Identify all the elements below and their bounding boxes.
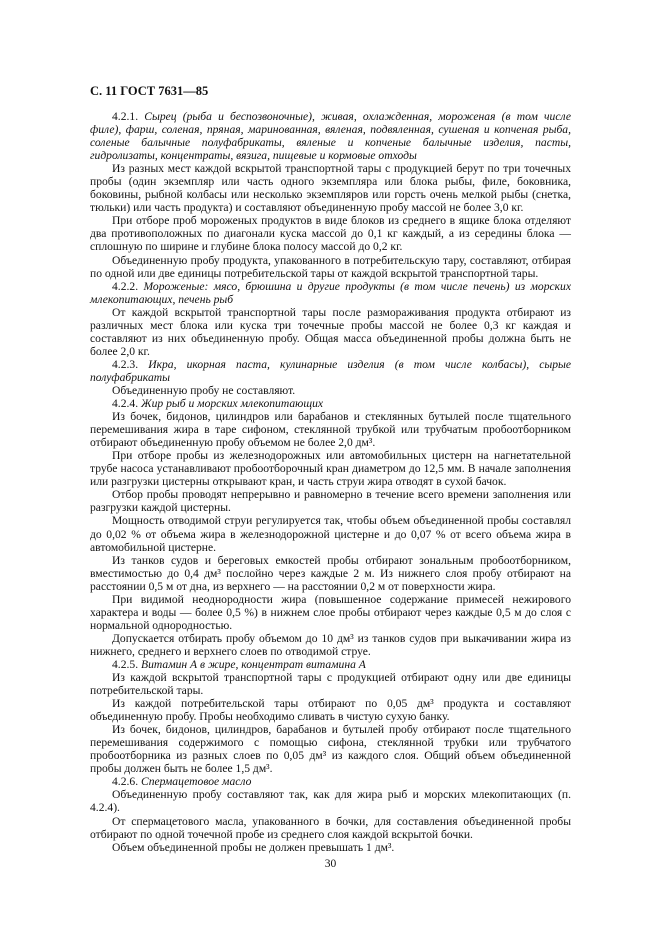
section-heading (90, 358, 571, 384)
section-heading (90, 280, 571, 306)
section-title: Витамин А в жире, концентрат витамина А (141, 657, 366, 671)
paragraph: Мощность отводимой струи регулируется так, чтобы объем объединенной пробы составлял до 0,02 % от объема жира в железнодорожной цистерне и до 0,07 % от всего объема жира в автомобильной цистерне. (90, 514, 571, 554)
section-title: Икра, икорная паста, кулинарные изделия (в том числе колбасы), сырые полуфабрикаты (90, 357, 571, 384)
section-title: Жир рыб и морских млекопитающих (141, 397, 324, 411)
paragraph: Из каждой потребительской тары отбирают по 0,05 дм³ продукта и составляют объединенную пробу. Пробы необходимо сливать в чистую сухую банку. (90, 697, 571, 724)
section-number: 4.2.2. (112, 279, 139, 293)
paragraph: Объединенную пробу составляют так, как для жира рыб и морских млекопитающих (п. 4.2.4). (90, 788, 571, 815)
paragraph: Из бочек, бидонов, цилиндров или барабанов и стеклянных бутылей после тщательного перемешивания жира в таре сифоном, стеклянной трубкой или трубчатым пробоотборником отбирают объединенную пробу объемом не более 2,0 дм³. (90, 410, 571, 450)
paragraph: Объем объединенной пробы не должен превышать 1 дм³. (112, 840, 395, 854)
paragraph: От спермацетового масла, упакованного в бочки, для составления объединенной пробы отбирают по одной точечной пробе из среднего слоя каждой вскрытой бочки. (90, 814, 571, 841)
section-number: 4.2.4. (112, 397, 139, 411)
section-title: Мороженые: мясо, брюшина и другие продукты (в том числе печень) из морских млекопитающих, печень рыб (90, 279, 571, 306)
section-number: 4.2.5. (112, 657, 139, 671)
section-number: 4.2.3. (112, 357, 139, 371)
paragraph: Из разных мест каждой вскрытой транспортной тары с продукцией берут по три точечных пробы (один экземпляр или часть одного экземпляра или блока рыбы, филе, боковника, боковины, рыбной колбасы или несколько экземпляров или горсть очень мелкой рыбы (снетка, тюльки) или часть продукта) и составляют объединенную пробу массой не более 3,0 кг. (90, 162, 571, 215)
paragraph: Допускается отбирать пробу объемом до 10 дм³ из танков судов при выкачивании жира из нижнего, среднего и верхнего слоев по отводимой струе. (90, 631, 571, 658)
paragraph: Объединенную пробу продукта, упакованного в потребительскую тару, составляют, отбирая по одной или две единицы потребительской тары от каждой вскрытой транспортной тары. (90, 253, 571, 280)
paragraph: При отборе пробы из железнодорожных или автомобильных цистерн на нагнетательной трубе насоса устанавливают пробоотборочный кран диаметром до 12,5 мм. В начале заполнения или разгрузки цистерны открывают кран, и часть струи жира отводят в сухой бачок. (90, 449, 571, 489)
section-heading (90, 397, 571, 410)
section-title: Спермацетовое масло (141, 775, 252, 789)
paragraph: Объединенную пробу не составляют. (112, 383, 296, 397)
section-heading (90, 658, 571, 671)
document-body (90, 110, 571, 854)
section-title: Сырец (рыба и беспозвоночные), живая, охлажденная, мороженая (в том числе филе), фарш, соленая, пряная, маринованная, вяленая, подвяленная, сушеная и копченая рыба, соленые балычные полуфабрикаты, вяленые и копченые балычные изделия, пасты, гидролизаты, концентраты, вязига, пищевые и кормовые отходы (90, 110, 571, 163)
paragraph: При отборе проб мороженых продуктов в виде блоков из среднего в ящике блока отделяют два противоположных по диагонали куска массой до 0,1 кг каждый, а из середины блока — сплошную по ширине и глубине блока полосу массой до 0,2 кг. (90, 214, 571, 254)
section-heading (90, 775, 571, 788)
paragraph: Из бочек, бидонов, цилиндров, барабанов и бутылей пробу отбирают после тщательного перемешивания содержимого с помощью сифона, стеклянной трубки или трубчатого пробоотборника из разных слоев по 0,05 дм³ из каждого слоя. Общий объем объединенной пробы должен быть не более 1,5 дм³. (90, 723, 571, 776)
paragraph: Отбор пробы проводят непрерывно и равномерно в течение всего времени заполнения или разгрузки каждой цистерны. (90, 488, 571, 515)
page-number: 30 (324, 858, 337, 870)
paragraph: Из танков судов и береговых емкостей пробы отбирают зональным пробоотборником, вместимостью до 0,4 дм³ послойно через каждые 2 м. Из нижнего слоя пробу отбирают на расстоянии 0,5 м от дна, из верхнего — на расстоянии 0,2 м от поверхности жира. (90, 553, 571, 593)
paragraph: Из каждой вскрытой транспортной тары с продукцией отбирают одну или две единицы потребительской тары. (90, 671, 571, 698)
paragraph: При видимой неоднородности жира (повышенное содержание примесей нежирового характера и воды — более 0,5 %) в нижнем слое пробы отбирают через каждые 0,5 м до слоя с нормальной однородностью. (90, 592, 571, 632)
section-number: 4.2.1. (112, 110, 139, 123)
section-heading (90, 110, 571, 162)
section-number: 4.2.6. (112, 775, 139, 789)
page-header: С. 11 ГОСТ 7631—85 (90, 84, 209, 98)
paragraph: От каждой вскрытой транспортной тары после размораживания продукта отбирают из различных мест блока или куска три точечные пробы массой не более 0,3 кг каждая и составляют из них объединенную пробу. Общая масса объединенной пробы должна быть не более 2,0 кг. (90, 305, 571, 358)
